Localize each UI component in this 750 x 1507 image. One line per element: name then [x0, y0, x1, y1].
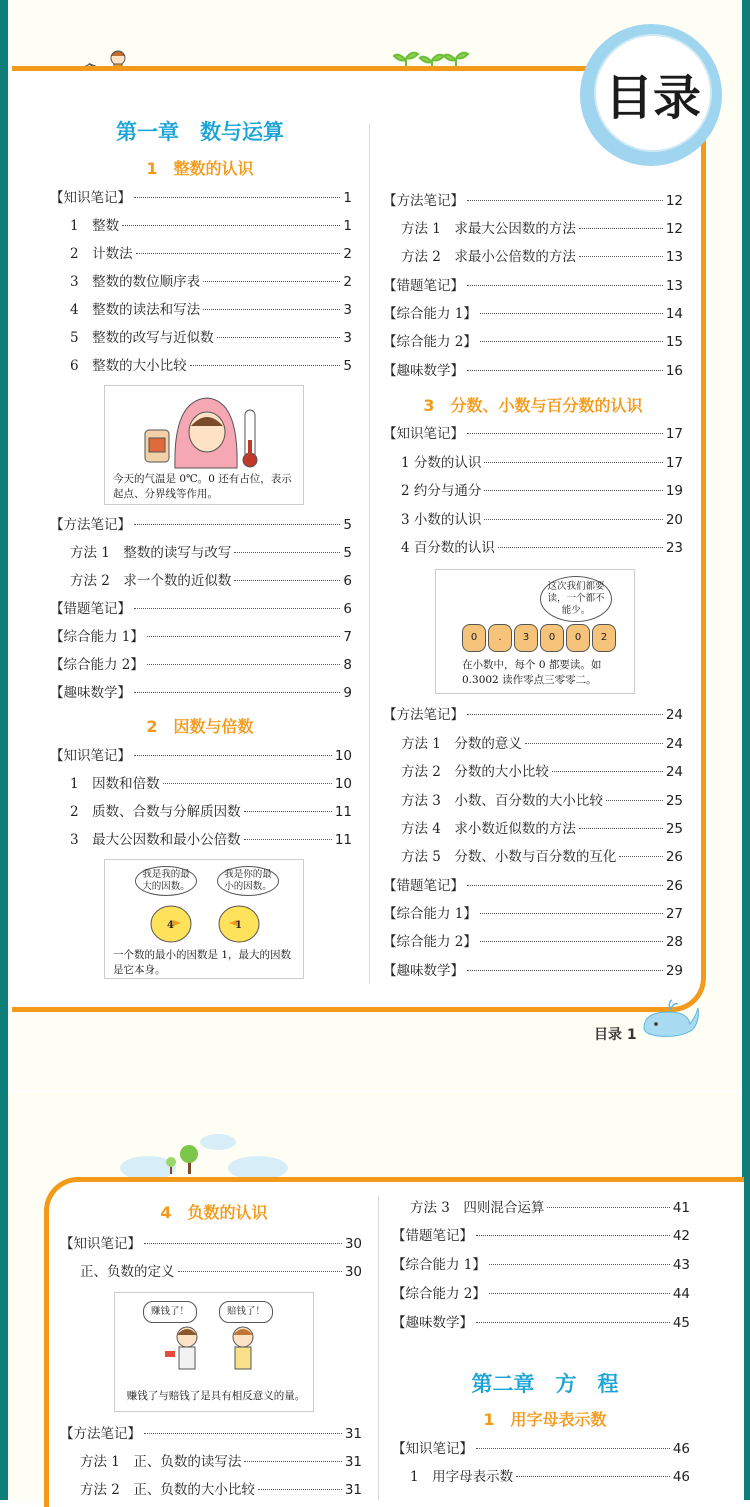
- toc-page: 16: [665, 363, 683, 379]
- leader-dots: [190, 365, 341, 366]
- toc-page: 1: [343, 190, 352, 206]
- leader-dots: [144, 1433, 342, 1434]
- toc-entry[interactable]: [383, 424, 683, 444]
- toc-page: 15: [665, 334, 683, 350]
- toc-page: 3: [343, 330, 352, 346]
- toc-entry[interactable]: [383, 276, 683, 296]
- girl-blanket-icon: [135, 390, 275, 470]
- clouds-trees-icon: [118, 1128, 288, 1178]
- toc-label: 方法 1 求最大公因数的方法: [401, 221, 576, 237]
- leader-dots: [619, 856, 662, 857]
- toc-label: 方法 3 四则混合运算: [410, 1200, 545, 1216]
- section-title: 4 负数的认识: [160, 1203, 268, 1222]
- leader-dots: [606, 800, 663, 801]
- toc-label: 1 整数: [70, 218, 120, 234]
- leader-dots: [234, 552, 340, 553]
- toc-entry[interactable]: [383, 932, 683, 952]
- leader-dots: [579, 828, 663, 829]
- toc-label: 【方法笔记】: [383, 193, 464, 209]
- illustration-caption: 今天的气温是 0℃。0 还有占位，表示起点、分界线等作用。: [113, 473, 292, 500]
- leader-dots: [484, 490, 662, 491]
- toc-label: 方法 1 正、负数的读写法: [80, 1454, 242, 1470]
- toc-label: 【综合能力 2】: [392, 1286, 486, 1302]
- whale-icon: [640, 998, 700, 1038]
- leader-dots: [489, 1293, 670, 1294]
- column-divider: [378, 1196, 379, 1500]
- illustration-temperature: [104, 385, 304, 505]
- leader-dots: [498, 547, 663, 548]
- toc-page: 13: [665, 249, 683, 265]
- leader-dots: [467, 970, 663, 971]
- toc-entry[interactable]: [80, 1480, 362, 1500]
- toc-entry[interactable]: [383, 876, 683, 896]
- toc-label: 【知识笔记】: [392, 1441, 473, 1457]
- toc-label: 【方法笔记】: [50, 517, 131, 533]
- toc-label: 1 分数的认识: [401, 455, 482, 471]
- leader-dots: [579, 228, 663, 229]
- toc-entry[interactable]: [410, 1467, 690, 1487]
- toc-page: 43: [672, 1257, 690, 1273]
- leader-dots: [476, 1448, 670, 1449]
- toc-label: 【知识笔记】: [383, 426, 464, 442]
- toc-page: 14: [665, 306, 683, 322]
- toc-page: 31: [344, 1454, 362, 1470]
- toc-label: 【趣味数学】: [50, 685, 131, 701]
- toc-label: 【方法笔记】: [60, 1426, 141, 1442]
- toc-label: 【错题笔记】: [383, 278, 464, 294]
- speech-bubble: 我是你的最小的因数。: [217, 866, 279, 896]
- leader-dots: [244, 839, 332, 840]
- toc-label: 方法 1 分数的意义: [401, 736, 522, 752]
- toc-label: 【综合能力 2】: [50, 657, 144, 673]
- toc-page: 25: [665, 821, 683, 837]
- illustration-caption: 赚钱了与赔钱了是具有相反意义的量。: [126, 1390, 306, 1402]
- toc-label: 【知识笔记】: [60, 1236, 141, 1252]
- leader-dots: [134, 692, 340, 693]
- leader-dots: [163, 783, 332, 784]
- toc-entry[interactable]: [383, 904, 683, 924]
- toc-entry[interactable]: [60, 1424, 362, 1444]
- toc-label: 【趣味数学】: [392, 1315, 473, 1331]
- toc-label: 方法 4 求小数近似数的方法: [401, 821, 576, 837]
- toc-label: 【综合能力 1】: [392, 1257, 486, 1273]
- hamster-digit: 3: [514, 624, 538, 652]
- toc-page: 30: [344, 1236, 362, 1252]
- toc-page: 19: [665, 483, 683, 499]
- toc-entry[interactable]: [50, 515, 352, 535]
- toc-entry[interactable]: [392, 1439, 690, 1459]
- toc-entry[interactable]: [50, 746, 352, 766]
- toc-entry[interactable]: [410, 1198, 690, 1218]
- toc-label: 4 整数的读法和写法: [70, 302, 201, 318]
- toc-entry[interactable]: [383, 961, 683, 981]
- hamster-digit: 0: [566, 624, 590, 652]
- toc-page: 12: [665, 193, 683, 209]
- section-title: 1 用字母表示数: [483, 1410, 607, 1429]
- leader-dots: [484, 462, 662, 463]
- toc-page: 5: [343, 545, 352, 561]
- toc-page: 17: [665, 455, 683, 471]
- toc-page: 42: [672, 1228, 690, 1244]
- toc-entry[interactable]: [50, 188, 352, 208]
- toc-entry[interactable]: [401, 819, 683, 839]
- toc-label: 方法 2 求一个数的近似数: [70, 573, 232, 589]
- leader-dots: [147, 636, 341, 637]
- toc-entry[interactable]: [70, 571, 352, 591]
- toc-page: 46: [672, 1441, 690, 1457]
- toc-label: 【知识笔记】: [50, 748, 131, 764]
- toc-page: 11: [334, 804, 352, 820]
- toc-page: 1: [343, 218, 352, 234]
- leader-dots: [480, 913, 663, 914]
- leader-dots: [234, 580, 340, 581]
- toc-entry[interactable]: [50, 683, 352, 703]
- toc-entry[interactable]: [401, 481, 683, 501]
- toc-entry[interactable]: [383, 304, 683, 324]
- illustration-hamsters: [435, 569, 635, 694]
- toc-entry[interactable]: [50, 655, 352, 675]
- leader-dots: [244, 811, 332, 812]
- toc-entry[interactable]: [392, 1255, 690, 1275]
- toc-page: 12: [665, 221, 683, 237]
- leader-dots: [147, 664, 341, 665]
- toc-label: 方法 2 分数的大小比较: [401, 764, 549, 780]
- toc-label: 【趣味数学】: [383, 363, 464, 379]
- leader-dots: [134, 197, 340, 198]
- toc-entry[interactable]: [401, 791, 683, 811]
- leader-dots: [467, 885, 663, 886]
- leader-dots: [552, 771, 663, 772]
- toc-page: 26: [665, 849, 683, 865]
- toc-page: 10: [334, 776, 352, 792]
- toc-entry[interactable]: [70, 216, 352, 236]
- section-title: 1 整数的认识: [146, 159, 254, 178]
- toc-page: 45: [672, 1315, 690, 1331]
- page-title: 目录: [596, 36, 710, 150]
- leader-dots: [476, 1322, 670, 1323]
- toc-label: 【错题笔记】: [383, 878, 464, 894]
- toc-page: 23: [665, 540, 683, 556]
- toc-label: 4 百分数的认识: [401, 540, 495, 556]
- toc-label: 【趣味数学】: [383, 963, 464, 979]
- toc-entry[interactable]: [70, 356, 352, 376]
- toc-page: 17: [665, 426, 683, 442]
- toc-page: 10: [334, 748, 352, 764]
- leader-dots: [467, 200, 663, 201]
- toc-page: 29: [665, 963, 683, 979]
- toc-page: 2: [343, 246, 352, 262]
- leader-dots: [467, 433, 663, 434]
- illustration-caption: 在小数中，每个 0 都要读。如 0.3002 读作零点三零零二。: [462, 659, 602, 686]
- toc-page: 7: [343, 629, 352, 645]
- hamster-row: [462, 624, 616, 652]
- leader-dots: [244, 1461, 341, 1462]
- leader-dots: [467, 285, 663, 286]
- section-title: 2 因数与倍数: [146, 717, 254, 736]
- toc-page: 9: [343, 685, 352, 701]
- toc-entry[interactable]: [401, 734, 683, 754]
- toc-label: 正、负数的定义: [80, 1264, 175, 1280]
- toc-label: 1 用字母表示数: [410, 1469, 514, 1485]
- chick-number: 1: [235, 920, 242, 931]
- toc-label: 【错题笔记】: [392, 1228, 473, 1244]
- leader-dots: [136, 253, 341, 254]
- speech-bubble: 赚钱了！: [143, 1301, 197, 1323]
- toc-label: 方法 5 分数、小数与百分数的互化: [401, 849, 617, 865]
- toc-label: 【综合能力 1】: [50, 629, 144, 645]
- toc-page: 31: [344, 1482, 362, 1498]
- speech-bubble: 我是我的最大的因数。: [135, 866, 197, 896]
- column-divider: [369, 124, 370, 984]
- toc-entry[interactable]: [383, 332, 683, 352]
- toc-label: 3 最大公因数和最小公倍数: [70, 832, 241, 848]
- toc-page: 26: [665, 878, 683, 894]
- toc-label: 【错题笔记】: [50, 601, 131, 617]
- toc-page: 24: [665, 707, 683, 723]
- toc-page: 6: [343, 601, 352, 617]
- toc-label: 1 因数和倍数: [70, 776, 160, 792]
- toc-entry[interactable]: [401, 219, 683, 239]
- leader-dots: [258, 1489, 342, 1490]
- hamster-digit: 0: [462, 624, 486, 652]
- toc-page: 28: [665, 934, 683, 950]
- toc-page: 6: [343, 573, 352, 589]
- leader-dots: [134, 524, 340, 525]
- toc-label: 【方法笔记】: [383, 707, 464, 723]
- toc-label: 【综合能力 1】: [383, 306, 477, 322]
- toc-entry[interactable]: [392, 1284, 690, 1304]
- leader-dots: [134, 755, 332, 756]
- speech-bubble: 这次我们都要读，一个都不能少。: [540, 576, 612, 622]
- toc-label: 3 小数的认识: [401, 512, 482, 528]
- two-boys-icon: [155, 1325, 275, 1379]
- toc-label: 6 整数的大小比较: [70, 358, 187, 374]
- toc-entry[interactable]: [70, 244, 352, 264]
- leader-dots: [217, 337, 341, 338]
- leader-dots: [178, 1271, 342, 1272]
- toc-entry[interactable]: [70, 300, 352, 320]
- toc-entry[interactable]: [401, 538, 683, 558]
- toc-page: 31: [344, 1426, 362, 1442]
- toc-page: 44: [672, 1286, 690, 1302]
- toc-label: 2 质数、合数与分解质因数: [70, 804, 241, 820]
- toc-label: 【知识笔记】: [50, 190, 131, 206]
- toc-entry[interactable]: [401, 247, 683, 267]
- leader-dots: [480, 341, 663, 342]
- leader-dots: [579, 256, 663, 257]
- toc-label: 3 整数的数位顺序表: [70, 274, 201, 290]
- speech-bubble: 赔钱了！: [219, 1301, 273, 1323]
- toc-entry[interactable]: [401, 762, 683, 782]
- toc-entry[interactable]: [401, 510, 683, 530]
- page-number: 目录 1: [594, 1027, 637, 1043]
- leader-dots: [467, 714, 663, 715]
- toc-label: 2 计数法: [70, 246, 133, 262]
- toc-entry[interactable]: [401, 847, 683, 867]
- hamster-digit: 0: [540, 624, 564, 652]
- section-title: 3 分数、小数与百分数的认识: [423, 396, 643, 415]
- leader-dots: [525, 743, 663, 744]
- toc-entry[interactable]: [70, 830, 352, 850]
- toc-entry[interactable]: [80, 1262, 362, 1282]
- chapter-title: 第一章 数与运算: [116, 120, 284, 144]
- toc-page: 30: [344, 1264, 362, 1280]
- leader-dots: [134, 608, 340, 609]
- toc-label: 方法 2 正、负数的大小比较: [80, 1482, 255, 1498]
- toc-entry[interactable]: [50, 599, 352, 619]
- illustration-money: [114, 1292, 314, 1412]
- toc-entry[interactable]: [383, 705, 683, 725]
- toc-label: 5 整数的改写与近似数: [70, 330, 214, 346]
- leader-dots: [476, 1235, 670, 1236]
- toc-page: 11: [334, 832, 352, 848]
- toc-page: 24: [665, 736, 683, 752]
- left-teal-border: [0, 1092, 8, 1500]
- toc-page: 2: [343, 274, 352, 290]
- toc-page: 24: [665, 764, 683, 780]
- toc-entry[interactable]: [392, 1226, 690, 1246]
- hamster-digit: 2: [592, 624, 616, 652]
- toc-label: 方法 3 小数、百分数的大小比较: [401, 793, 603, 809]
- leader-dots: [467, 370, 663, 371]
- toc-label: 【综合能力 2】: [383, 334, 477, 350]
- chapter-title: 第二章 方 程: [471, 1372, 619, 1396]
- leader-dots: [122, 225, 340, 226]
- hamster-digit: .: [488, 624, 512, 652]
- toc-entry[interactable]: [70, 774, 352, 794]
- toc-entry[interactable]: [70, 543, 352, 563]
- leader-dots: [203, 281, 340, 282]
- toc-page: 3: [343, 302, 352, 318]
- toc-label: 【综合能力 2】: [383, 934, 477, 950]
- leader-dots: [489, 1264, 670, 1265]
- chicks-icon: [143, 898, 273, 946]
- leader-dots: [144, 1243, 342, 1244]
- toc-label: 方法 1 整数的读写与改写: [70, 545, 232, 561]
- leader-dots: [516, 1476, 670, 1477]
- toc-entry[interactable]: [383, 361, 683, 381]
- toc-entry[interactable]: [80, 1452, 362, 1472]
- toc-page: 20: [665, 512, 683, 528]
- leader-dots: [547, 1207, 669, 1208]
- toc-page: 5: [343, 358, 352, 374]
- toc-label: 2 约分与通分: [401, 483, 482, 499]
- toc-entry[interactable]: [70, 802, 352, 822]
- toc-entry[interactable]: [392, 1313, 690, 1333]
- toc-page: 41: [672, 1200, 690, 1216]
- toc-entry[interactable]: [70, 272, 352, 292]
- chick-number: 4: [167, 920, 174, 931]
- leader-dots: [480, 941, 663, 942]
- toc-entry[interactable]: [70, 328, 352, 348]
- illustration-caption: 一个数的最小的因数是 1，最大的因数是它本身。: [113, 949, 292, 976]
- toc-label: 【综合能力 1】: [383, 906, 477, 922]
- toc-page: 27: [665, 906, 683, 922]
- leader-dots: [484, 519, 662, 520]
- toc-page: 13: [665, 278, 683, 294]
- toc-page: 25: [665, 793, 683, 809]
- toc-entry[interactable]: [60, 1234, 362, 1254]
- toc-page: 46: [672, 1469, 690, 1485]
- toc-page: 8: [343, 657, 352, 673]
- toc-entry[interactable]: [383, 191, 683, 211]
- leader-dots: [480, 313, 663, 314]
- toc-label: 方法 2 求最小公倍数的方法: [401, 249, 576, 265]
- toc-page: 5: [343, 517, 352, 533]
- leader-dots: [203, 309, 340, 310]
- toc-entry[interactable]: [401, 453, 683, 473]
- toc-entry[interactable]: [50, 627, 352, 647]
- illustration-chicks: [104, 859, 304, 979]
